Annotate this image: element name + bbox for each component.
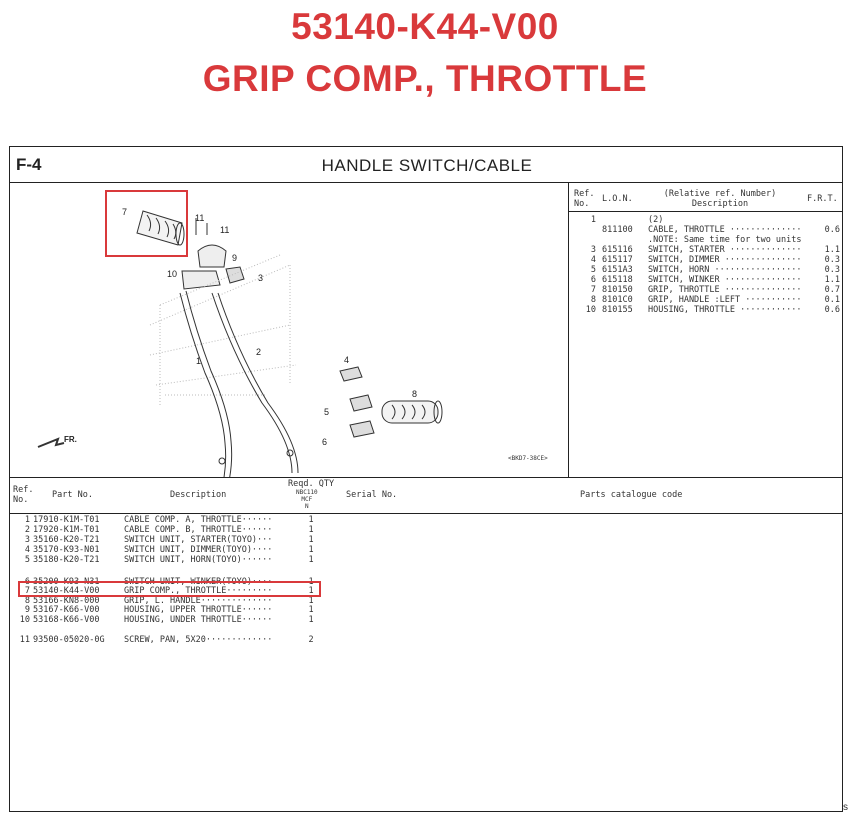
parts-row-desc: SCREW, PAN, 5X20············· <box>124 635 273 645</box>
ref-row-lon: 811100 <box>602 225 633 235</box>
parts-row-ref: 3 <box>24 535 30 545</box>
figure-title: HANDLE SWITCH/CABLE <box>321 156 533 175</box>
serial-header: Serial No. <box>346 490 398 500</box>
row-highlight <box>18 581 321 597</box>
parts-row-ref: 5 <box>24 555 30 565</box>
exploded-diagram <box>10 185 568 477</box>
parts-row-desc: CABLE COMP. A, THROTTLE······ <box>124 515 273 525</box>
ref-row-desc: CABLE, THROTTLE ·············· <box>648 225 802 235</box>
callout-4: 4 <box>344 355 350 365</box>
ref-row-lon: 615117 <box>602 255 633 265</box>
callout-8: 8 <box>412 389 418 399</box>
parts-row-ref: 11 <box>19 635 30 645</box>
ref-row-lon: 8101C0 <box>602 295 633 305</box>
title-divider <box>10 182 842 183</box>
ref-row-ref: 4 <box>590 255 596 265</box>
ref-row-lon: 615118 <box>602 275 633 285</box>
ref-row-frt: 0.6 <box>824 225 840 235</box>
lon-header: L.O.N. <box>602 194 633 204</box>
ref-row-desc: SWITCH, WINKER ··············· <box>648 275 802 285</box>
ref-row-frt: 0.6 <box>824 305 840 315</box>
ref-row-ref: 3 <box>590 245 596 255</box>
parts-row-part: 93500-05020-0G <box>33 635 105 645</box>
parts-row-ref: 2 <box>24 525 30 535</box>
parts-row-qty: 1 <box>308 586 314 596</box>
parts-row-qty: 2 <box>308 635 314 645</box>
desc-header: (Relative ref. Number) Description <box>663 189 777 209</box>
illustration-divider <box>568 182 569 477</box>
ref-row-desc: SWITCH, DIMMER ··············· <box>648 255 802 265</box>
parts-row-desc: GRIP COMP., THROTTLE········· <box>124 586 273 596</box>
ref-row-ref <box>574 225 596 235</box>
parts-row-ref: 7 <box>24 586 30 596</box>
ref-header-divider <box>568 211 842 212</box>
part-name-heading: GRIP COMP., THROTTLE <box>202 58 648 99</box>
parts-row-qty: 1 <box>308 515 314 525</box>
parts-row-desc: HOUSING, UNDER THROTTLE······ <box>124 615 273 625</box>
section-divider <box>10 477 842 478</box>
ref-row-ref: 5 <box>590 265 596 275</box>
ref-row-frt <box>816 215 840 225</box>
ref-row-frt <box>816 235 840 245</box>
callout-9: 9 <box>232 253 238 263</box>
ref-row-desc: SWITCH, HORN ················· <box>648 265 802 275</box>
ref-row-lon: 615116 <box>602 245 633 255</box>
parts-row-part: 17920-K1M-T01 <box>33 525 100 535</box>
parts-row-part: 35160-K20-T21 <box>33 535 100 545</box>
ref-row-frt: 1.1 <box>824 275 840 285</box>
qty-header: Reqd. QTY <box>288 479 335 489</box>
parts-row-part: 53167-K66-V00 <box>33 605 100 615</box>
ref-row-ref <box>574 235 596 245</box>
parts-row-ref: 1 <box>24 515 30 525</box>
catalogue-header: Parts catalogue code <box>580 490 683 500</box>
left-grip-drawing <box>382 401 442 423</box>
parts-row-qty: 1 <box>308 555 314 565</box>
part-number-heading: 53140-K44-V00 <box>291 6 559 47</box>
callout-6: 6 <box>322 437 328 447</box>
ref-row-frt: 0.3 <box>824 255 840 265</box>
ref-row-ref: 7 <box>590 285 596 295</box>
corner-mark: s <box>843 802 848 813</box>
ref-row-lon <box>602 235 642 245</box>
illustration-highlight <box>105 190 188 257</box>
parts-row-ref: 8 <box>24 596 30 606</box>
diagram-svg <box>10 185 568 477</box>
parts-row-desc: SWITCH UNIT, WINKER(TOYO)···· <box>124 577 273 587</box>
parts-header-divider <box>10 513 842 514</box>
parts-row-part: 35200-K93-N31 <box>33 577 100 587</box>
ref-row-desc: SWITCH, STARTER ·············· <box>648 245 802 255</box>
parts-row-part: 53166-KN8-000 <box>33 596 100 606</box>
direction-label: FR. <box>64 435 77 444</box>
parts-row-qty: 1 <box>308 605 314 615</box>
callout-11a: 11 <box>195 213 205 223</box>
parts-row-desc: HOUSING, UPPER THROTTLE······ <box>124 605 273 615</box>
ref-row-desc: GRIP, THROTTLE ··············· <box>648 285 802 295</box>
parts-row-desc: SWITCH UNIT, DIMMER(TOYO)···· <box>124 545 273 555</box>
parts-row-part: 35180-K20-T21 <box>33 555 100 565</box>
parts-row-qty: 1 <box>308 596 314 606</box>
parts-row-ref: 4 <box>24 545 30 555</box>
parts-row-part: 35170-K93-N01 <box>33 545 100 555</box>
callout-2: 2 <box>256 347 262 357</box>
figure-code: F-4 <box>16 155 42 174</box>
parts-row-qty: 1 <box>308 525 314 535</box>
ref-row-frt: 0.7 <box>824 285 840 295</box>
ref-row-desc: (2) <box>648 215 664 225</box>
ref-row-desc: .NOTE: Same time for two units <box>648 235 802 245</box>
callout-10: 10 <box>167 269 178 279</box>
parts-row-ref: 9 <box>24 605 30 615</box>
parts-row-ref: 6 <box>24 577 30 587</box>
parts-row-qty: 1 <box>308 545 314 555</box>
frame-code: <BKD7-38CE> <box>508 455 548 462</box>
ref-row-ref: 1 <box>590 215 596 225</box>
ref-row-ref: 6 <box>590 275 596 285</box>
ref-row-lon: 810150 <box>602 285 633 295</box>
parts-row-desc: SWITCH UNIT, HORN(TOYO)······ <box>124 555 273 565</box>
parts-row-part: 53168-K66-V00 <box>33 615 100 625</box>
callout-5: 5 <box>324 407 330 417</box>
ref-row-lon: 810155 <box>602 305 633 315</box>
ref-row-ref: 8 <box>590 295 596 305</box>
parts-row-qty: 1 <box>308 535 314 545</box>
ref-row-frt: 0.3 <box>824 265 840 275</box>
ref-row-desc: HOUSING, THROTTLE ············ <box>648 305 802 315</box>
parts-row-desc: SWITCH UNIT, STARTER(TOYO)··· <box>124 535 273 545</box>
parts-row-qty: 1 <box>308 615 314 625</box>
ref-row-lon: 6151A3 <box>602 265 633 275</box>
callout-11b: 11 <box>220 225 230 235</box>
ref-row-desc: GRIP, HANDLE :LEFT ··········· <box>648 295 802 305</box>
parts-row-desc: CABLE COMP. B, THROTTLE······ <box>124 525 273 535</box>
frt-header: F.R.T. <box>807 194 838 204</box>
parts-row-part: 17910-K1M-T01 <box>33 515 100 525</box>
callout-3: 3 <box>258 273 264 283</box>
parts-row-part: 53140-K44-V00 <box>33 586 100 596</box>
parts-sheet <box>9 146 843 812</box>
ref-no-header: Ref. No. <box>574 189 595 209</box>
ref-row-frt: 1.1 <box>824 245 840 255</box>
description-header: Description <box>170 490 227 500</box>
parts-row-ref: 10 <box>19 615 30 625</box>
parts-ref-header: Ref. No. <box>13 485 34 505</box>
parts-row-qty: 1 <box>308 577 314 587</box>
part-no-header: Part No. <box>52 490 93 500</box>
parts-row-desc: GRIP, L. HANDLE·············· <box>124 596 273 606</box>
callout-7: 7 <box>122 207 128 217</box>
ref-row-ref: 10 <box>585 305 596 315</box>
ref-row-lon <box>602 215 642 225</box>
callout-1: 1 <box>196 356 202 366</box>
ref-row-frt: 0.1 <box>824 295 840 305</box>
model-header: NBC110 MCF N <box>296 489 318 510</box>
